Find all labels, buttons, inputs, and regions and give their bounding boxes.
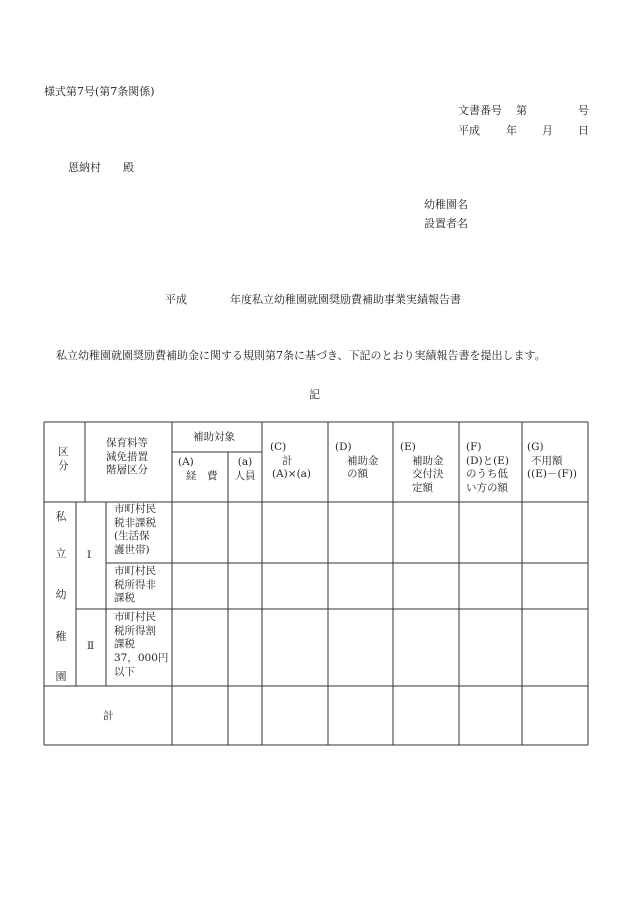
intro-sentence: 私立幼稚園就園奨励費補助金に関する規則第7条に基づき、下記のとおり実績報告書を提出します。 [56, 349, 546, 362]
header-hoikuryo: 保育料等 減免措置 階層区分 [106, 437, 148, 477]
ki-heading: 記 [309, 388, 320, 401]
total-label: 計 [103, 710, 114, 722]
date-day: 日 [578, 124, 589, 137]
side-label-char: 立 [55, 547, 67, 560]
row-description: 市町村民 税所得非 課税 [114, 565, 156, 605]
document-number-label: 文書番号 [458, 104, 502, 117]
header-hojo-taisho: 補助対象 [193, 431, 235, 443]
founder-name-label: 設置者名 [424, 217, 468, 230]
header-kubun: 区 分 [58, 446, 69, 472]
document-number-go: 号 [578, 104, 589, 117]
form-number: 様式第7号(第7条関係) [44, 85, 155, 98]
title-text: 年度私立幼稚園就園奨励費補助事業実績報告書 [230, 293, 461, 306]
date-month: 月 [542, 124, 553, 137]
header-a-jinin: (a) 人員 [234, 456, 256, 482]
header-f-lower: (F) (D)と(E) のうち低 い方の額 [466, 441, 509, 494]
school-name-label: 幼稚園名 [424, 198, 468, 211]
row-description: 市町村民 税所得割 課税 37，000円 以下 [114, 611, 169, 678]
group-label-1: Ⅰ [87, 549, 92, 561]
group-label-2: Ⅱ [87, 640, 95, 652]
side-label-char: 園 [55, 670, 67, 683]
side-label-char: 幼 [55, 588, 67, 601]
header-d-subsidy: (D) 補助金 の額 [335, 441, 379, 481]
header-e-decision: (E) 補助金 交付決 定額 [400, 441, 444, 494]
header-c-total: (C) 計 (A)×(a) [270, 441, 312, 481]
recipient: 恩納村 殿 [68, 161, 134, 174]
side-label-char: 私 [55, 510, 67, 523]
date-era: 平成 [458, 124, 480, 137]
title-era: 平成 [165, 293, 187, 306]
date-year: 年 [506, 124, 517, 137]
header-a-keihi: (A) 経 費 [178, 456, 218, 482]
header-g-unused: (G) 不用額 ((E)－(F)) [527, 441, 578, 481]
side-label-char: 稚 [55, 630, 67, 643]
document-number-dai: 第 [516, 104, 527, 117]
row-description: 市町村民 税非課税 (生活保 護世帯) [114, 503, 156, 556]
